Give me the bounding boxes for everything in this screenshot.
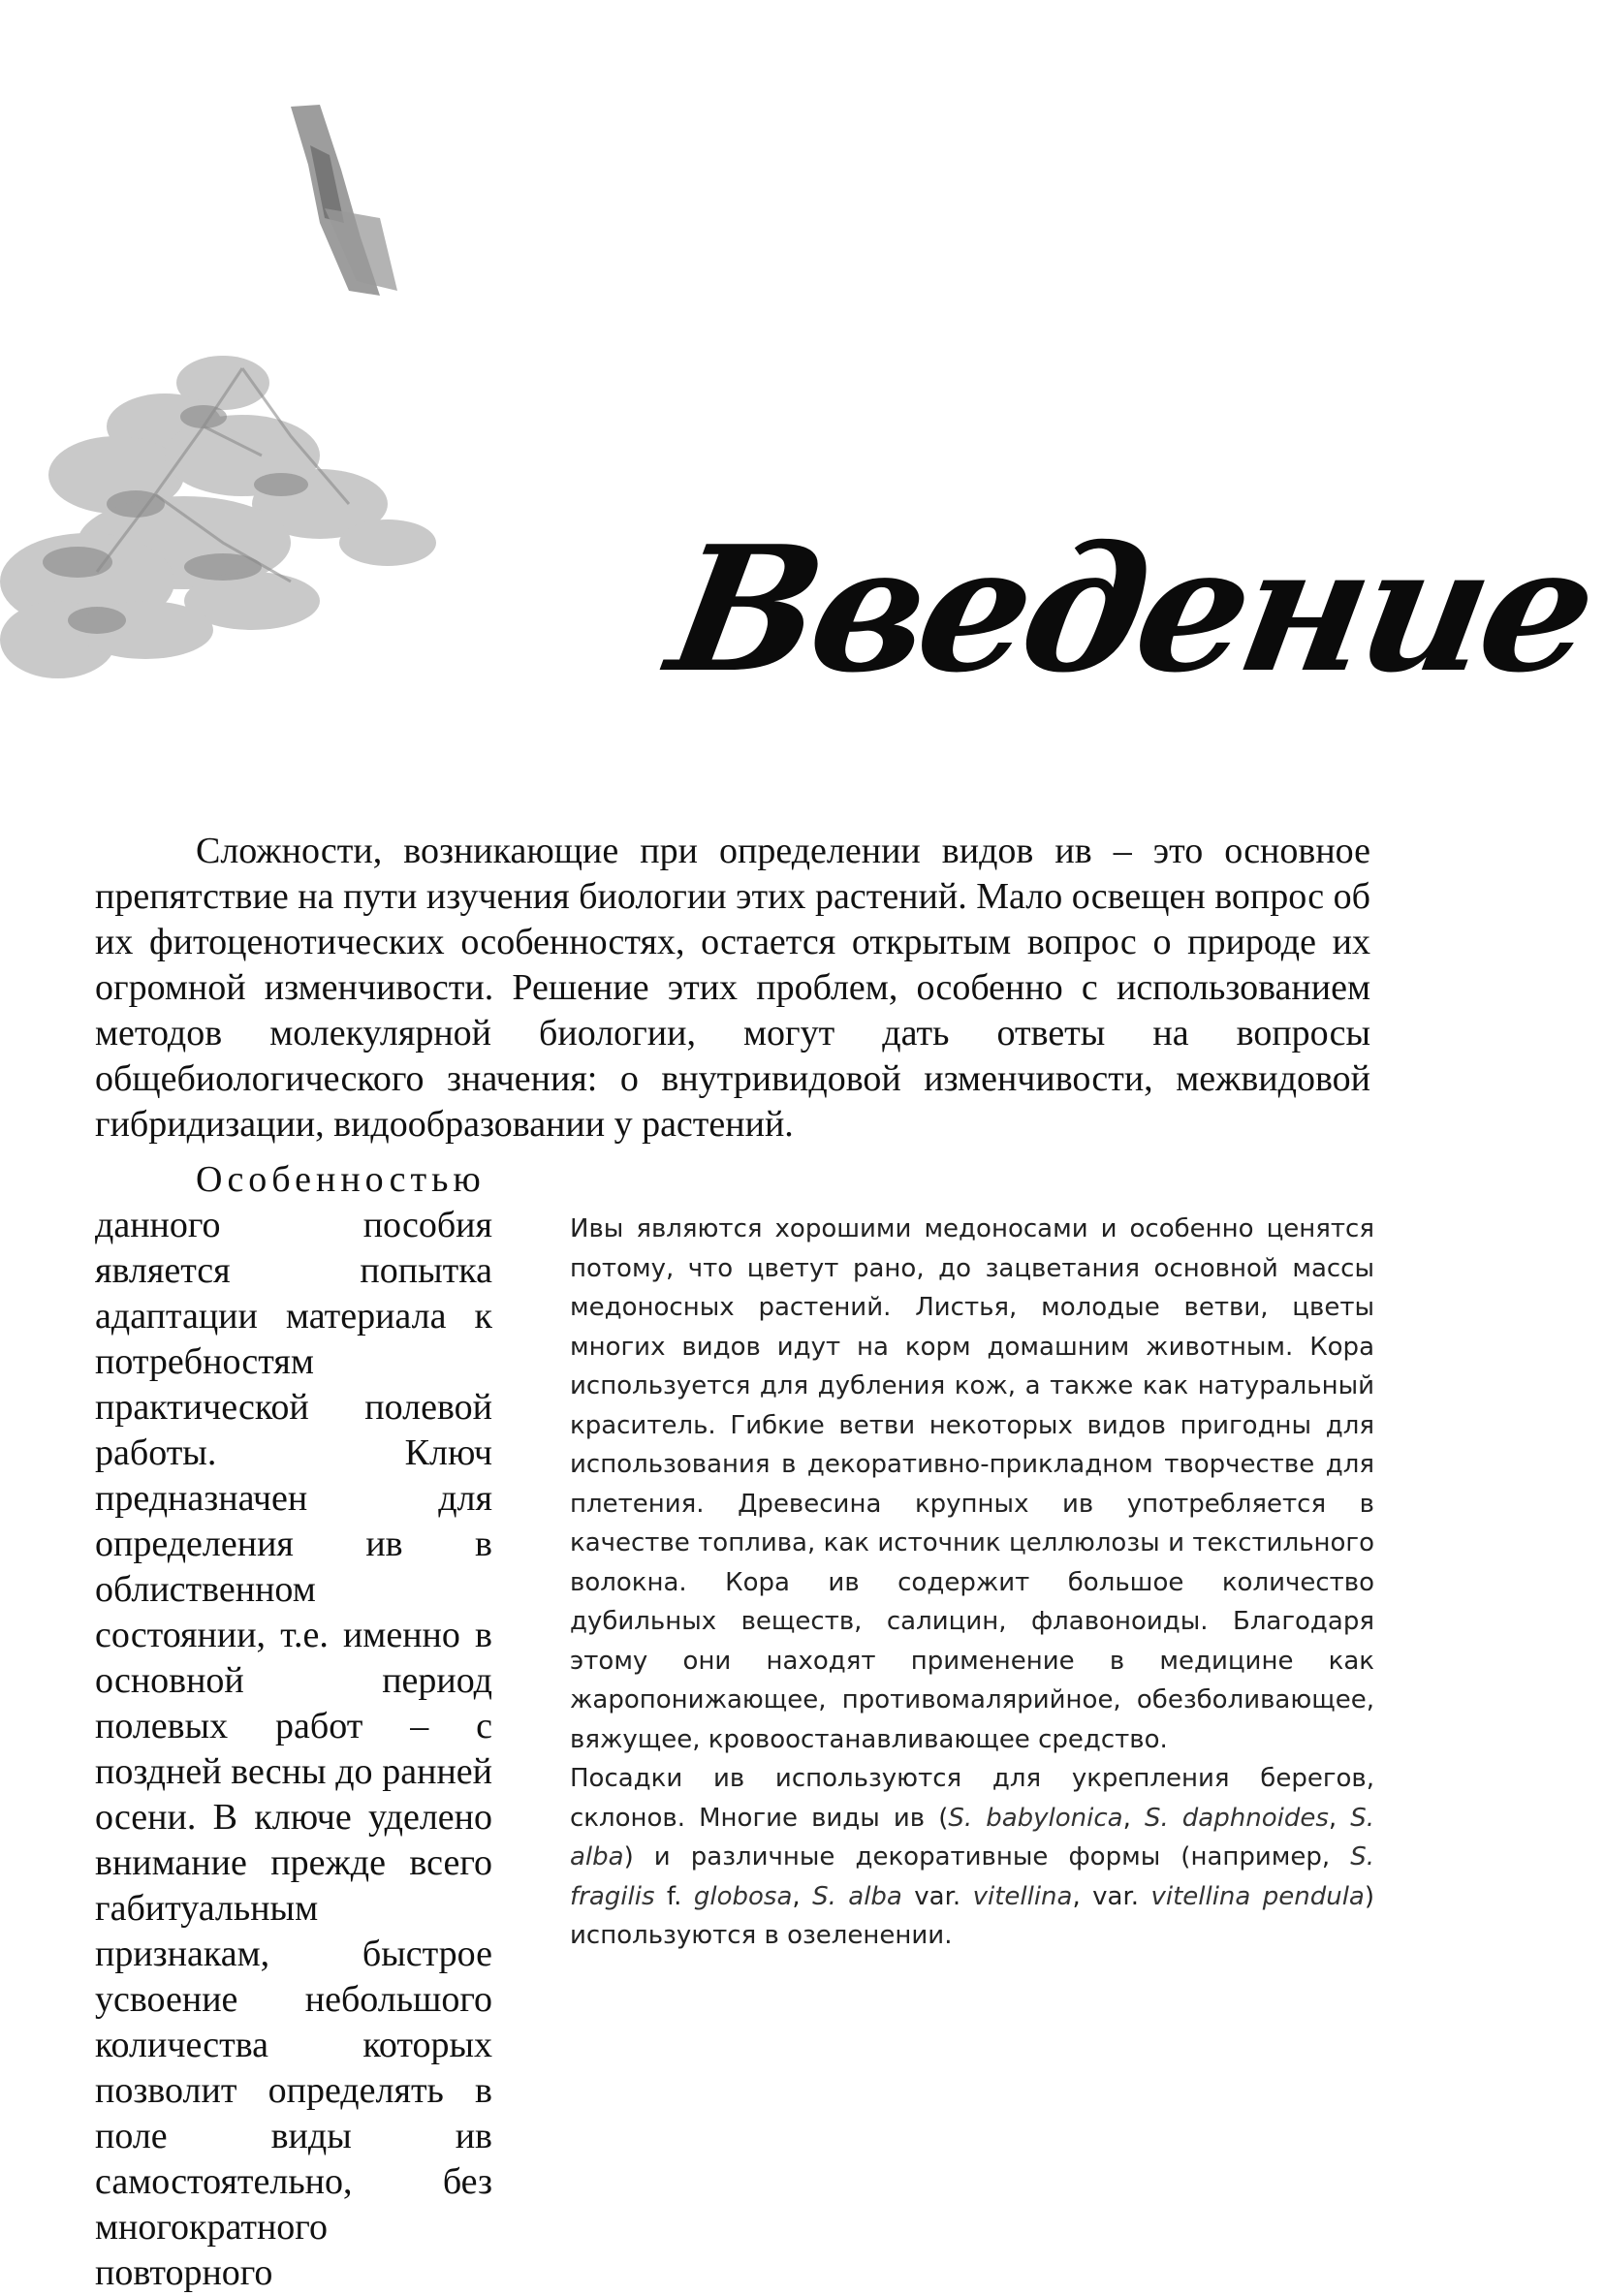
species-name: vitellina — [972, 1881, 1073, 1911]
species-name: S. alba — [812, 1881, 902, 1911]
left-column-paragraph — [95, 1157, 492, 2296]
species-name: S. babylonica — [948, 1803, 1123, 1833]
sidebar-paragraph-uses: Ивы являются хорошими медоносами и особенно ценятся потому, что цветут рано, до зацветания основной массы медоносных растений. Листья, молодые ветви, цветы многих видов идут на корм домашним животным. Кора используется для дубления кож, а также как натуральный краситель. Гибкие ветви некоторых видов пригодны для использования в декоративно-прикладном творчестве для плетения. Древесина крупных ив употребляется в качестве топлива, как источник целлюлозы и текстильного волокна. Кора ив содержит большое количество дубильных веществ, салицин, флавоноиды. Благодаря этому они находят применение в медицине как жаропонижающее, противомалярийное, обезболивающее, вяжущее, кровоостанавливающее средство. — [570, 1214, 1374, 1754]
left-column-lead-word: Особенностью — [196, 1159, 486, 1200]
intro-paragraph: Сложности, возникающие при определении видов ив – это основное препятствие на пути изучения биологии этих растений. Мало освещен вопрос об их фитоценотических особенностях, остается открытым вопрос о природе их огромной изменчивости. Решение этих проблем, особенно с использованием методов молекулярной биологии, могут дать ответы на вопросы общебиологического значения: о внутривидовой изменчивости, межвидовой гибридизации, видообразовании у растений. — [95, 831, 1370, 1145]
chapter-title-text: Введение — [656, 508, 1605, 710]
willow-branch-illustration — [0, 0, 504, 698]
chapter-title — [656, 508, 1605, 766]
species-name: S. alba — [570, 1803, 1375, 1871]
species-name: S. fragilis — [570, 1842, 1374, 1911]
species-name: vitellina pendula — [1150, 1881, 1365, 1911]
left-column-text: данного пособия является попытка адаптации материала к потребностям практической полевой работы. Ключ предназначен для определения ив в облиственном состоянии, т.е. именно в основной период полевых работ – с поздней весны до ранней осени. В ключе уделено внимание прежде всего габитуальным признакам, быстрое усвоение небольшого количества которых позволит определять в поле виды ив самостоятельно, без многократного повторного — [95, 1205, 492, 2293]
right-column-sidebar — [570, 1210, 1374, 1956]
species-name: S. daphnoides — [1144, 1803, 1329, 1833]
sidebar-paragraph-landscaping: Посадки ив используются для укрепления берегов, склонов. Многие виды ив (S. babylonica, S. daphnoides, S. alba) и различные декоративные формы (например, S. fragilis f. globosa, S. alba var. vitellina, var. vitellina pendula) используются в озеленении. — [570, 1764, 1375, 1950]
species-name: globosa — [693, 1881, 793, 1911]
